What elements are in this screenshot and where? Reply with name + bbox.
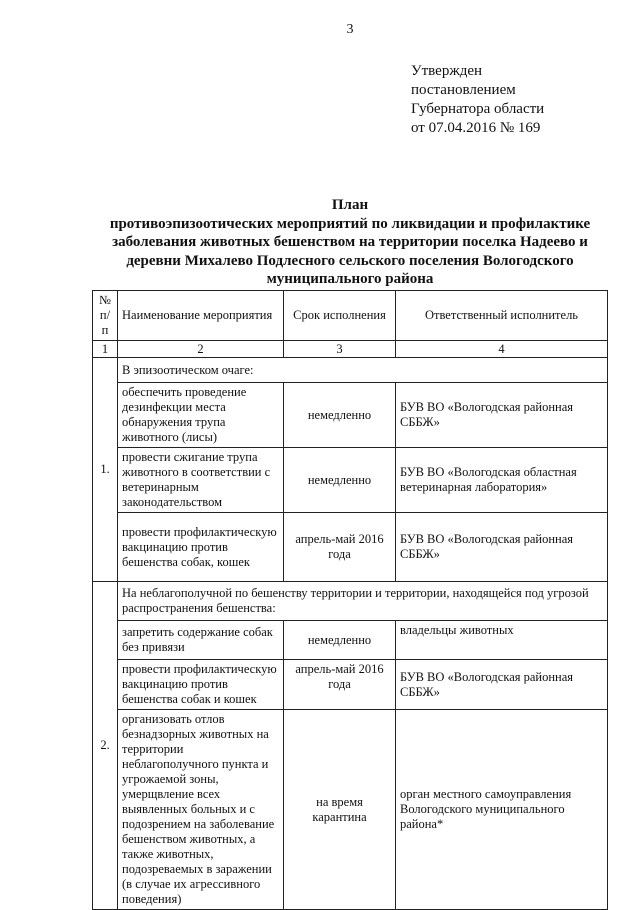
section-title: На неблагополучной по бешенству территории и территории, находящейся под угрозой распространения бешенства: xyxy=(118,582,608,621)
page-number: 3 xyxy=(346,22,354,37)
header-term: Срок исполнения xyxy=(284,291,396,341)
title-line: противоэпизоотических мероприятий по ликвидации и профилактике xyxy=(109,215,591,232)
approval-line: Утвержден xyxy=(411,63,483,79)
column-index: 1 xyxy=(93,341,118,358)
title-line: муниципального района xyxy=(266,271,434,287)
measure-executor: БУВ ВО «Вологодская областная ветеринарная лаборатория» xyxy=(396,448,608,513)
document-title xyxy=(80,196,620,289)
measure-name: провести профилактическую вакцинацию против бешенства собак и кошек xyxy=(118,660,284,710)
measure-name: организовать отлов безнадзорных животных на территории неблагополучного пункта и угрожаемой зоны, умерщвление всех выявленных больных и с подозрением на заболевание бешенством животных, а также животных, подозреваемых в заражении (в случае их агрессивного поведения) xyxy=(118,710,284,910)
measure-term: апрель-май 2016 года xyxy=(284,660,396,710)
column-index: 3 xyxy=(284,341,396,358)
table-row xyxy=(93,710,608,910)
measure-term: на время карантина xyxy=(284,710,396,910)
measure-executor: владельцы животных xyxy=(396,621,608,660)
table-row xyxy=(93,621,608,660)
approval-line: от 07.04.2016 № 169 xyxy=(411,120,541,136)
header-exec: Ответственный исполнитель xyxy=(396,291,608,341)
section-number: 1. xyxy=(93,358,118,582)
approval-line: постановлением xyxy=(411,82,516,98)
measure-name: запретить содержание собак без привязи xyxy=(118,621,284,660)
section-row xyxy=(93,582,608,621)
header-num: № п/п xyxy=(93,291,118,341)
section-row xyxy=(93,358,608,383)
title-line: План xyxy=(331,197,369,213)
column-index-row xyxy=(93,341,608,358)
measure-executor: БУВ ВО «Вологодская районная СББЖ» xyxy=(396,513,608,582)
measure-executor: БУВ ВО «Вологодская районная СББЖ» xyxy=(396,383,608,448)
approval-stamp xyxy=(411,62,544,138)
table-row xyxy=(93,660,608,710)
header-name: Наименование мероприятия xyxy=(118,291,284,341)
column-index: 2 xyxy=(118,341,284,358)
measure-term: апрель-май 2016 года xyxy=(284,513,396,582)
approval-line: Губернатора области xyxy=(411,101,545,117)
section-title: В эпизоотическом очаге: xyxy=(118,358,608,383)
measure-name: обеспечить проведение дезинфекции места обнаружения трупа животного (лисы) xyxy=(118,383,284,448)
measure-name: провести сжигание трупа животного в соответствии с ветеринарным законодательством xyxy=(118,448,284,513)
measure-executor: БУВ ВО «Вологодская районная СББЖ» xyxy=(396,660,608,710)
table-row xyxy=(93,448,608,513)
measure-name: провести профилактическую вакцинацию против бешенства собак, кошек xyxy=(118,513,284,582)
title-line: деревни Михалево Подлесного сельского поселения Вологодского xyxy=(126,252,574,269)
measure-term: немедленно xyxy=(284,383,396,448)
measure-executor: орган местного самоуправления Вологодского муниципального района* xyxy=(396,710,608,910)
measure-term: немедленно xyxy=(284,448,396,513)
plan-table xyxy=(92,290,608,910)
column-index: 4 xyxy=(396,341,608,358)
table-header-row xyxy=(93,291,608,341)
table-row xyxy=(93,513,608,582)
title-line: заболевания животных бешенством на территории поселка Надеево и xyxy=(112,234,588,250)
section-number: 2. xyxy=(93,582,118,910)
measure-term: немедленно xyxy=(284,621,396,660)
table-row xyxy=(93,383,608,448)
